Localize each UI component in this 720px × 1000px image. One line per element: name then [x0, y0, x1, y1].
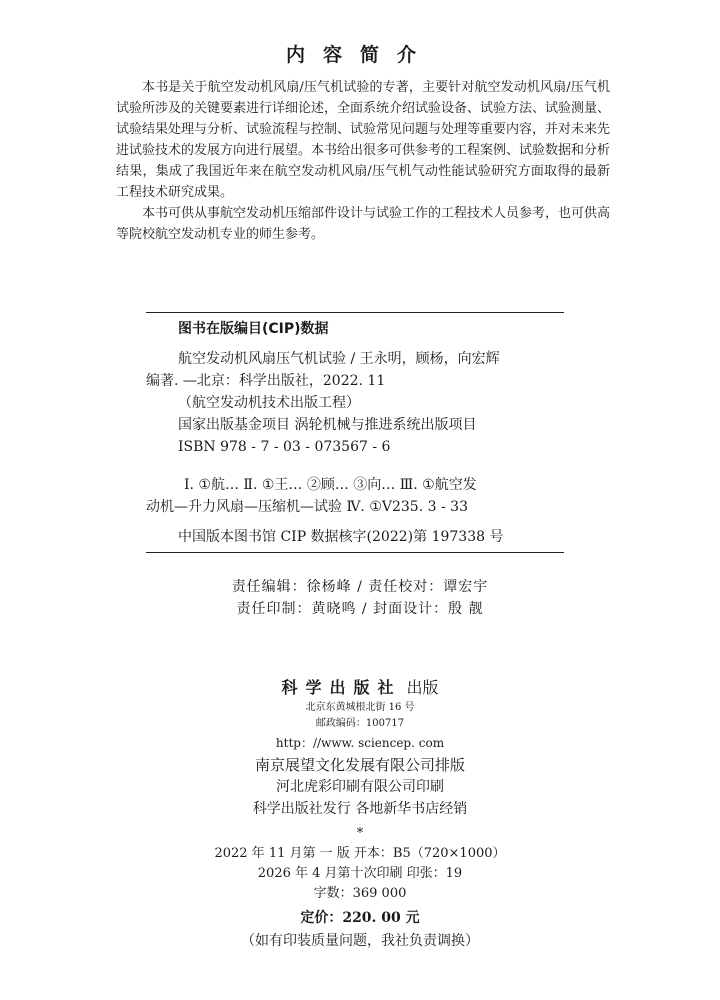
cip-series-line: （航空发动机技术出版工程） — [178, 395, 360, 411]
editor-line: 责任印制：黄晓鸣 / 封面设计：殷 靓 — [236, 601, 484, 617]
cip-class-line: 动机—升力风扇—压缩机—试验 Ⅳ. ①V235. 3 - 33 — [146, 499, 468, 515]
publisher-address: 北京东黄城根北街 16 号 — [305, 702, 415, 713]
cip-isbn-line: ISBN 978 - 7 - 03 - 073567 - 6 — [178, 439, 391, 455]
print-line: 2026 年 4 月第十次印刷 印张：19 — [257, 866, 463, 881]
cip-fund-line: 国家出版基金项目 涡轮机械与推进系统出版项目 — [178, 417, 477, 433]
separator-star: * — [356, 826, 364, 841]
summary-paragraph: 本书可供从事航空发动机压缩部件设计与试验工作的工程技术人员参考，也可供高等院校航空发动机专业的师生参考。 — [116, 206, 611, 242]
publisher-block — [0, 676, 720, 952]
printing-line: 河北虎彩印刷有限公司印刷 — [276, 779, 444, 795]
cip-top-rule — [146, 312, 564, 313]
editor-credits — [0, 576, 720, 620]
summary-paragraph: 本书是关于航空发动机风扇/压气机试验的专著，主要针对航空发动机风扇/压气机试验所涉及的关键要素进行详细论述，全面系统介绍试验设备、试验方法、试验测量、试验结果处理与分析、试验流程与控制、试验常见问题与处理等重要内容，并对未来先进试验技术的发展方向进行展望。本书给出很多可供参考的工程案例、试验数据和分析结果，集成了我国近年来在航空发动机风扇/压气机气动性能试验研究方面取得的最新工程技术研究成果。 — [116, 80, 611, 200]
cip-classification — [146, 474, 564, 518]
publisher-name — [0, 676, 720, 700]
cip-record — [146, 348, 564, 458]
cip-title-line: 航空发动机风扇压气机试验 / 王永明，顾杨，向宏辉 — [178, 351, 500, 367]
cip-class-line: Ⅰ. ①航… Ⅱ. ①王… ②顾… ③向… Ⅲ. ①航空发 — [184, 477, 477, 493]
cip-number — [146, 526, 564, 548]
publisher-suffix: 出版 — [406, 678, 439, 697]
publisher-logo: 科学出版社 — [281, 678, 402, 697]
page-title: 内容简介 — [285, 44, 434, 66]
price-line: 定价：220. 00 元 — [300, 910, 420, 926]
cip-heading: 图书在版编目(CIP)数据 — [178, 321, 329, 337]
distribution-line: 科学出版社发行 各地新华书店经销 — [252, 801, 468, 817]
typesetting-line: 南京展望文化发展有限公司排版 — [254, 756, 465, 774]
wordcount-line: 字数：369 000 — [313, 886, 407, 901]
cip-author-line: 编著. —北京：科学出版社，2022. 11 — [146, 373, 386, 389]
quality-notice: （如有印装质量问题，我社负责调换） — [241, 933, 479, 949]
editor-line: 责任编辑：徐杨峰 / 责任校对：谭宏宇 — [231, 579, 489, 595]
publisher-url: http：//www. sciencep. com — [275, 736, 445, 750]
summary-text — [116, 77, 610, 245]
cip-bottom-rule — [146, 552, 564, 553]
publisher-postcode: 邮政编码：100717 — [315, 718, 405, 729]
edition-line: 2022 年 11 月第 一 版 开本：B5（720×1000） — [214, 846, 506, 861]
cip-number-line: 中国版本图书馆 CIP 数据核字(2022)第 197338 号 — [178, 529, 504, 545]
